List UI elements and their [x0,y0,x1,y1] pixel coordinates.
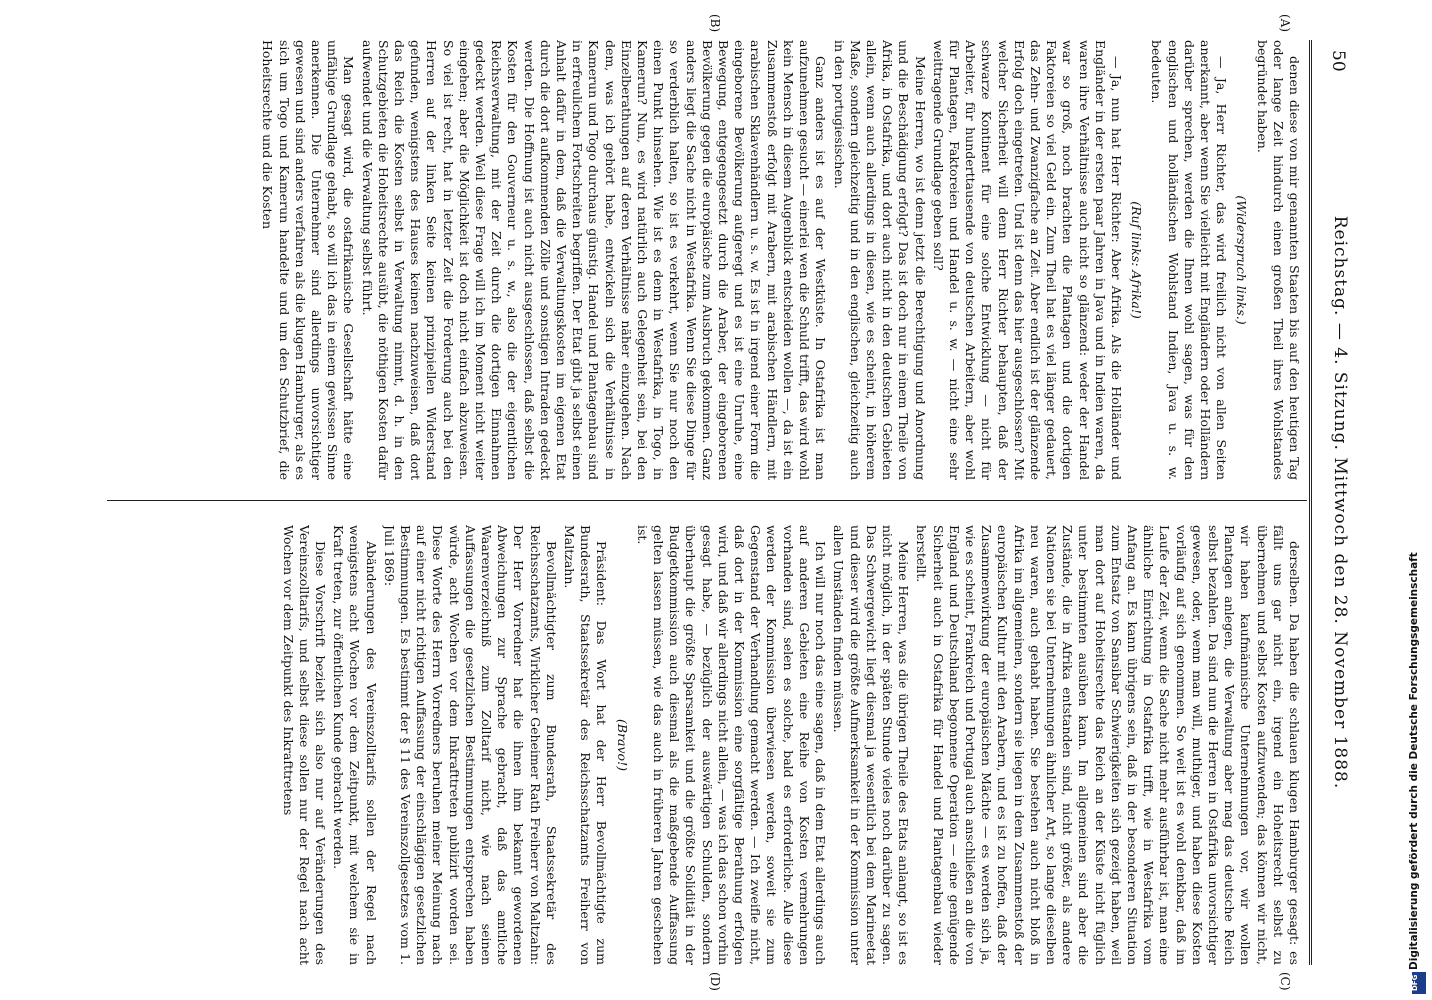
paragraph: — Ja, Herr Richter, das wird freilich nicht von allen Seiten anerkannt, aber wenn Sie vielleicht mit Engländern oder Holländern darüber sprechen, werden die Ihnen wohl sagen, was für den englischen und holländischen Wohlstand Indien, Java u. s. w. bedeuten. [1149,40,1230,480]
page-header [1316,40,1352,965]
interjection: (Ruf links: Afrika!) [1129,201,1145,319]
right-column [102,525,1302,965]
speaker-paragraph: Bevollmächtigter zum Bundesrath, Staatssekretär des Reichsschatzamts, Wirklicher Geheimer Rath Freiherr von Maltzahn: Der Herr Vorredner hat die ihnen ihm bekannt gewordenen Abweichungen zur Sprache gebracht, daß das amtliche Waarenverzeichniß zum Zolltarif nicht, wie nach seinen Auffassungen die gesetzlichen Bestimmungen entsprechen haben würde, acht Wochen vor dem Inkrafttreten publizirt worden sei. Diese Worte des Herrn Vorredners beruhen meiner Meinung nach auf einer nicht richtigen Auffassung der einschlägigen gesetzlichen Bestimmungen. Es bestimmt der § 11 des Vereinszollgesetzes vom 1. Juli 1869: [381,525,559,965]
margin-letter-a: (A) [1278,14,1292,33]
paragraph: Ich will nur noch das eine sagen, daß in dem Etat allerdings auch auf anderen Gebieten eine Reihe von Kosten vermehrungen vorhanden sind, selen es solche, bald es erforderliche. Alle diese werden der Kommission überwiesen werden, soweit sie zum Gegenstand der Verhandlung gemacht werden. — Ich zweifle nicht, daß dort in der Kommission eine sorgfältige Berathung erfolgen wird, und daß wir allerdings nicht allein, — was ich das schon vorhin gesagt habe, — bezüglich der auswärtigen Schulden, sondern überhaupt die größte Sparsamkeit und die größte Solidität in der Budgetkommission auch diesmal als die maßgebende Auffassung gelten lassen müssen, wie das auch in früheren Jahren geschehen ist. [634,525,829,965]
paragraph: Meine Herren, wo ist denn jetzt die Berechtigung und Anordnung und die Beschädigung erfolgt? Das ist doch nur in einem Theile von Afrika, in Ostafrika, und dort auch nicht in den deutschen Gebieten allein, wenn auch allerdings in diesen, wie es scheint, in höherem Maße, sondern gleichzeitig und in den englischen, gleichzeitig auch in den portugiesischen. [831,40,928,480]
margin-letter-c: (C) [1278,972,1292,991]
column-divider [107,500,1307,501]
paragraph: Meine Herren, was die übrigen Theile des Etats anlangt, so ist es nicht möglich, in der späten Stunde vieles noch darüber zu sagen. Das Schwergewicht liegt diesmal ja wesentlich bei dem Marineetat und dieser wird die größte Aufmerksamkeit in der Kommission unter allen Umständen finden müssen. [831,525,912,965]
page-number: 50 [1328,50,1348,72]
header-rule [1309,40,1312,965]
digitization-credit: Digitalisierung gefördert durch die Deutsche Forschungsgemeinschaft [1408,552,1420,970]
paragraph: derselben. Da haben die schlauen klugen Hamburger gesagt: es fällt uns gar nicht ein, irgend ein Hoheitsrecht selbst zu übernehmen und selbst Kosten aufzuwenden; das können wir nicht, wir haben kaufmännische Unternehmungen vor, wir wollen Plantagen anlegen, die Verwaltung aber mag das deutsche Reich selbst bezahlen. Da sind nun die Herren in Ostafrika unvorsichtiger gewesen, oder, wenn man will, muthiger, und haben diese Kosten vorläufig auf sich genommen. So weit ist es wohl denkbar, daß im Laufe der Zeit, wenn die Sache nicht mehr ausführbar ist, man eine ähnliche Einrichtung in Ostafrika trifft, wie in Westafrika vom Anfang an. Es kann übrigens sein, daß in der besonderen Situation zum Entsatz von Sansibar Schwierigkeiten sich gezeigt haben, weil man dort auf Hoheitsrechte das Reich an der Küste nicht füglich unter bestimmten ausüben kann. Im allgemeinen sind aber die Zustände, die in Afrika entstanden sind, nicht größer, als andere Nationen sie bei Unternehmungen ähnlicher Art, so lange dieselben neu waren, auch gehabt haben. Sie bestehen auch nicht bloß in Afrika im allgemeinen, sondern sie liegen in dem Zusammenstoß der europäischen Kultur mit den Arabern, und es ist zu hoffen, daß der Zusammenwirkung der europäischen Mächte — es werden sich ja, wie es scheint, Frankreich und Portugal auch anschließen an die von England und Deutschland begonnene Operation — eine genügende Sicherheit auch in Ostafrika für Handel und Plantagenbau wieder herstellt. [914,525,1302,965]
quoted-law: Abänderungen des Vereinszolltarifs sollen der Regel nach wenigstens acht Wochen vor dem Zeitpunkt, mit welchem sie in Kraft treten, zur öffentlichen Kunde gebracht werden. [331,525,379,965]
margin-letter-d: (D) [708,972,722,991]
left-column [102,40,1302,480]
paragraph: Diese Vorschrift bezieht sich also nur auf Veränderungen des Vereinszolltarifs, und selbst diese sollen nur der Regel nach acht Wochen vor dem Zeitpunkt des Inkrafttretens [280,525,329,965]
dfg-logo: DFG [1412,972,1426,994]
paragraph: — Ja, nun hat Herr Richter: Aber Afrika. Als die Holländer und Engländer in der ersten paar Jahren in Java und in Indien waren, da waren ihre Verhältnisse auch nicht so glänzend: weder der Handel war so groß, noch brachten die Plantagen und die dortigen Faktoreien so viel Geld ein. Zum Theil hat es viel länger gedauert, das Zehn- und Zwanzigfache an Zeit. Aber endlich ist der glänzende Erfolg doch eingetreten. Und ist denn das hier ausgeschlossen? Mit welcher Sicherheit will denn Herr Richter behaupten, daß der schwarze Kontinent für eine solche Entwicklung — nicht für Arbeiter, für hunderttausende von deutschen Arbeitern, aber wohl für Plantagen, Faktoreien und Handel u. s. w. — nicht eine sehr weittragende Grundlage geben soll? [930,40,1124,480]
running-head: Reichstag. — 4. Sitzung. Mittwoch den 28. November 1888. [1330,215,1350,790]
interjection: (Bravo!) [614,719,630,771]
interjection: (Widerspruch links.) [1234,195,1250,325]
margin-letter-b: (B) [708,14,722,33]
paragraph: Man gesagt wird, die ostafrikanische Gesellschaft hätte eine unfähige Grundlage gehabt, so will ich das in einem gewissen Sinne anerkennen. Die Unternehmer sind allerdings unvorsichtiger gewesen und sind anders verfahren als die klugen Hamburger, als es sich um Togo und Kamerun handelte und um den Schutzbrief, die Hoheitsrechte und die Kosten [260,40,357,480]
paragraph: denen diese von mir genannten Staaten bis auf den heutigen Tag oder lange Zeit hindurch einen großen Theil ihres Wohlstandes begründet haben. [1254,40,1302,480]
paragraph: Ganz anders ist es auf der Westküste. In Ostafrika ist man aufzunehmen gesucht — einerlei wen die Schuld trifft, das wird wohl kein Mensch in diesem Augenblick entscheiden wollen —, da ist ein Zusammenstoß erfolgt mit Arabern, mit arabischen Händlern, mit arabischen Sklavenhändlern u. s. w. Es ist in irgend einer Form die eingeborene Bevölkerung aufgeregt und es ist eine Unruhe, eine Bewegung, entgegengesetzt durch die Araber, der eingeborenen Bevölkerung gegen die europäische zum Ausbruch gekommen. Ganz anders liegt die Sache nicht in Westafrika. Wenn Sie diese Dinge für so verderblich halten, so ist es verkehrt, wenn Sie nur noch den einen Punkt hinsehen. Wie ist es denn in Westafrika, in Togo, in Kamerun? Nun, es wird natürlich auch Gelegenheit sein, bei den Einzelberathungen auf deren Verhältnisse näher einzugehen. Nach dem, was ich gehört habe, entwickeln sich die Verhältnisse in Kamerun und Togo durchaus günstig. Handel und Plantagenbau sind in erfreulichem Fortschreiten begriffen. Der Etat gibt ja selbst einen Anhalt dafür in dem, daß die Verwaltungskosten im eigenen Etat durch die dort aufkommenden Zölle und sonstigen Intraden gedeckt werden. Die Hoffnung ist auch nicht ausgeschlossen, daß selbst die Kosten für den Gouverneur u. s. w., also die der eigentlichen Reichsverwaltung, mit der Zeit durch die dortigen Einnahmen gedeckt werden. Weil diese Frage will ich im Moment nicht weiter eingehen; aber die Möglichkeit ist doch nicht einfach abzuweisen. So viel ist recht, hat in letzter Zeit die Forderung auch bei den Herren auf der linken Seite keinen prinzipiellen Widerstand gefunden, wenigstens des Hauses keinen nachzuweisen, daß dort das Reich die Kosten selbst in Verwaltung nimmt, d. h. in den Schutzgebieten die Hoheitsrechte ausübt, die nöthigen Kosten dafür aufwendet und die Verwaltung selbst führt. [359,40,829,480]
speaker-paragraph: Präsident: Das Wort hat der Herr Bevollmächtigte zum Bundesrath, Staatssekretär des Reichsschatzamts Freiherr von Maltzahn. [562,525,610,965]
